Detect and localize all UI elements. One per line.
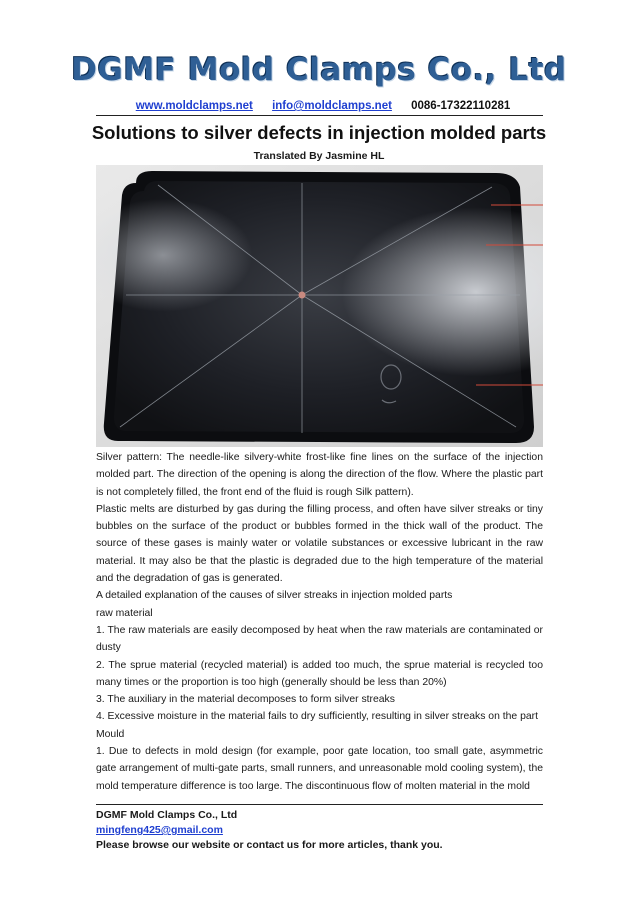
article-body — [96, 449, 543, 795]
company-logo: DGMF Mold Clamps Co., Ltd — [71, 52, 567, 88]
header-divider — [96, 115, 543, 116]
paragraph: A detailed explanation of the causes of silver streaks in injection molded parts — [96, 590, 453, 602]
phone-number: 0086-17322110281 — [411, 100, 511, 112]
paragraph: Silver pattern: The needle-like silvery-white frost-like fine lines on the surface of the injection molded part. The direction of the opening is along the direction of the flow. Where the plastic part is not completely filled, the front end of the fluid is rough Silk pattern). — [96, 452, 543, 498]
contact-bar — [0, 100, 638, 112]
paragraph: Plastic melts are disturbed by gas during the filling process, and often have silver streaks or tiny bubbles on the surface of the product or bubbles formed in the thick wall of the product. The source of these gases is mainly water or volatile substances or excessive lubricant in the raw material. It may also be that the plastic is degraded due to the high temperature of the material and the degradation of gas is generated. — [96, 503, 543, 585]
paragraph: raw material — [96, 607, 153, 619]
footer-note: Please browse our website or contact us for more articles, thank you. — [96, 839, 443, 851]
email-link[interactable]: info@moldclamps.net — [272, 100, 392, 112]
paragraph: 1. The raw materials are easily decomposed by heat when the raw materials are contaminated or dusty — [96, 624, 543, 654]
page-footer — [96, 808, 543, 853]
footer-company: DGMF Mold Clamps Co., Ltd — [96, 809, 238, 821]
paragraph: 3. The auxiliary in the material decomposes to form silver streaks — [96, 694, 395, 706]
translator-credit: Translated By Jasmine HL — [253, 150, 385, 162]
molded-part-photo — [96, 165, 543, 447]
page-title: Solutions to silver defects in injection molded parts — [91, 122, 547, 143]
paragraph: Mould — [96, 728, 125, 740]
website-link[interactable]: www.moldclamps.net — [135, 100, 253, 112]
paragraph: 4. Excessive moisture in the material fails to dry sufficiently, resulting in silver streaks on the part — [96, 711, 538, 723]
footer-divider — [96, 804, 543, 805]
paragraph: 1. Due to defects in mold design (for example, poor gate location, too small gate, asymmetric gate arrangement of multi-gate parts, small runners, and unreasonable mold cooling system), the mold temperature difference is too large. The discontinuous flow of molten material in the mold — [96, 746, 543, 792]
footer-email-link[interactable]: mingfeng425@gmail.com — [96, 824, 223, 836]
paragraph: 2. The sprue material (recycled material) is added too much, the sprue material is recycled too many times or the proportion is too high (generally should be less than 20%) — [96, 659, 543, 688]
